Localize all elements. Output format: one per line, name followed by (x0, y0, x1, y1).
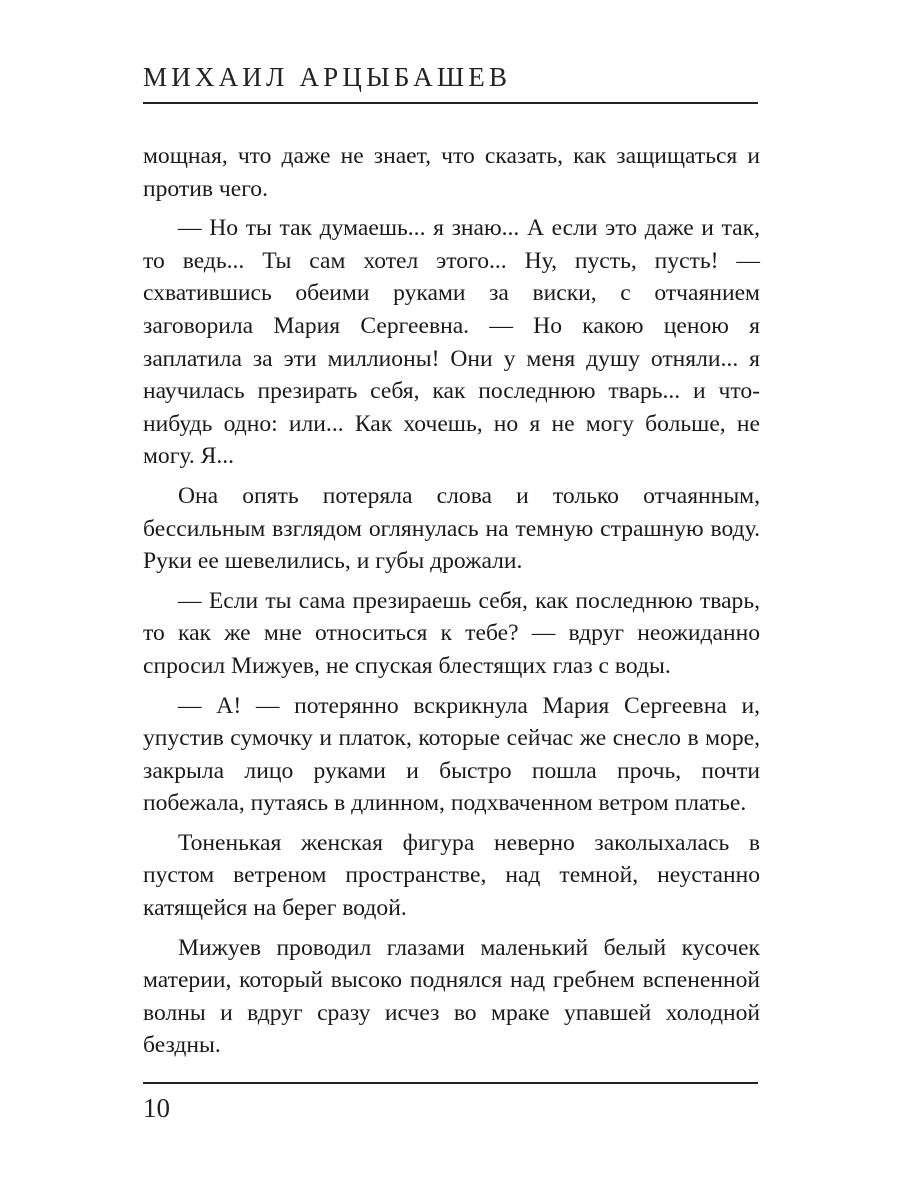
paragraph-4: — Если ты сама презираешь себя, как последнюю тварь, то как же мне относиться к тебе? — вдруг неожиданно спросил Мижуев, не спуская блестящих глаз с воды. (143, 587, 760, 679)
paragraph-3: Она опять потеряла слова и только отчаянным, бессильным взглядом оглянулась на темную страшную воду. Руки ее шевелились, и губы дрожали. (143, 482, 760, 575)
paragraph-5: — А! — потерянно вскрикнула Мария Сергеевна и, упустив сумочку и платок, которые сейчас же снесло в море, закрыла лицо руками и быстро пошла прочь, почти побежала, путаясь в длинном, подхваченном ветром платье. (143, 692, 760, 817)
page-body-text (143, 140, 760, 1069)
paragraph-2: — Но ты так думаешь... я знаю... А если это даже и так, то ведь... Ты сам хотел этого... Ну, пусть, пусть! — схватившись обеими руками за виски, с отчаянием заговорила Мария Сергеевна. — Но какою ценою я заплатила за эти миллионы! Они у меня душу отняли... я научилась презирать себя, как последнюю тварь... и что-нибудь одно: или... Как хочешь, но я не могу больше, не могу. Я... (143, 215, 760, 470)
header-rule (143, 102, 758, 104)
paragraph-7: Мижуев проводил глазами маленький белый кусочек материи, который высоко поднялся над гребнем вспененной волны и вдруг сразу исчез во мраке упавшей холодной бездны. (143, 934, 760, 1059)
paragraph-1: мощная, что даже не знает, что сказать, как защищаться и против чего. (143, 143, 760, 202)
running-header-author: МИХАИЛ АРЦЫБАШЕВ (143, 62, 512, 92)
footer-rule (143, 1082, 758, 1084)
page-number: 10 (143, 1093, 170, 1123)
paragraph-6: Тоненькая женская фигура неверно заколыхалась в пустом ветреном пространстве, над темной, неустанно катящейся на берег водой. (143, 829, 760, 922)
